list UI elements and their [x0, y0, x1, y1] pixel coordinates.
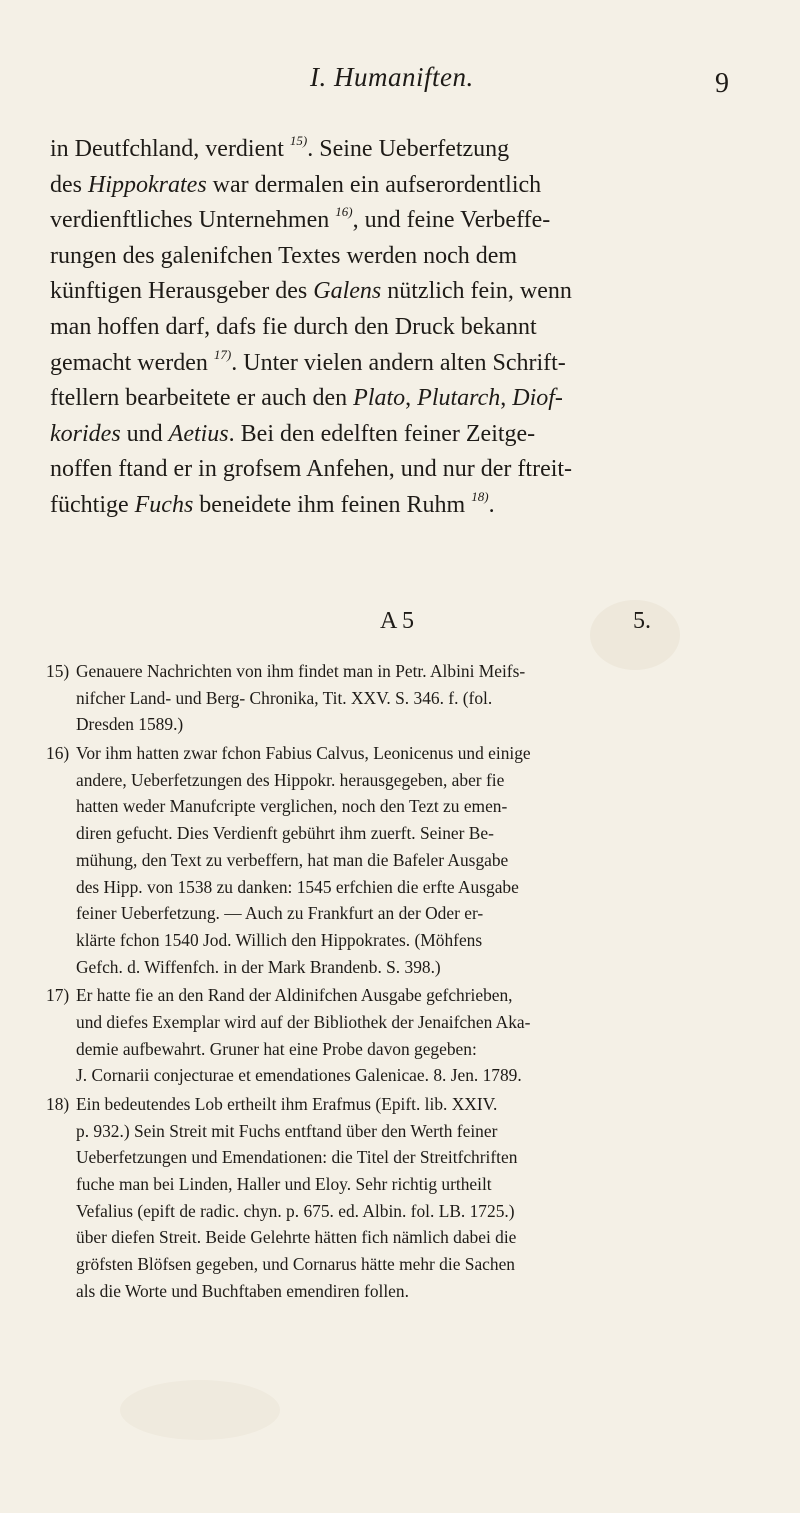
footnote-ref[interactable]: 16) — [335, 204, 353, 220]
footnote — [46, 740, 768, 980]
text-segment: war dermalen ein aufserordentlich — [206, 171, 542, 198]
footnote-line: klärte fchon 1540 Jod. Willich den Hippokrates. (Möhfens — [76, 929, 483, 950]
footnote-line: Genauere Nachrichten von ihm findet man in Petr. Albini Meifs- — [76, 661, 526, 681]
text-segment: des — [50, 171, 88, 198]
footnote-line: feiner Ueberfetzung. — Auch zu Frankfurt an der Oder er- — [76, 903, 484, 924]
name-galens: Galens — [313, 278, 382, 305]
text-segment: , — [500, 385, 513, 412]
text-segment: . Seine Ueberfetzung — [307, 136, 510, 162]
text-segment: nützlich fein, wenn — [381, 278, 572, 305]
paper-stain — [120, 1380, 280, 1440]
footnote-line: des Hipp. von 1538 zu danken: 1545 erfchien die erfte Ausgabe — [76, 876, 519, 897]
text-line — [50, 274, 762, 310]
text-line — [50, 346, 762, 382]
text-segment: , — [405, 385, 418, 412]
name-plutarch: Plutarch — [417, 385, 501, 412]
text-segment: . Bei den edelften feiner Zeitge- — [228, 420, 536, 447]
text-segment: . Unter vielen andern alten Schrift- — [231, 349, 566, 376]
main-text — [50, 132, 762, 524]
name-hippokrates: Hippokrates — [88, 171, 207, 198]
footnote-line: fuche man bei Linden, Haller und Eloy. Sehr richtig urtheilt — [76, 1174, 492, 1195]
footnote-number: 18) — [46, 1094, 70, 1114]
text-segment: füchtige — [50, 491, 135, 518]
text-line — [50, 488, 762, 524]
text-line — [50, 452, 762, 488]
footnote-line: andere, Ueberfetzungen des Hippokr. herausgegeben, aber fie — [76, 769, 505, 790]
footnote-line: J. Cornarii conjecturae et emendationes Galenicae. 8. Jen. 1789. — [76, 1065, 522, 1086]
signature-mark: A 5 — [380, 608, 415, 634]
footnote — [46, 982, 768, 1089]
footnote — [46, 658, 768, 738]
footnote-line: diren gefucht. Dies Verdienft gebührt ihm zuerft. Seiner Be- — [76, 823, 494, 844]
footnotes — [46, 658, 768, 1307]
signature-marks — [0, 608, 800, 642]
text-segment: man hoffen darf, dafs fie durch den Druck bekannt — [50, 313, 537, 340]
footnote-line: über diefen Streit. Beide Gelehrte hätten fich nämlich dabei die — [76, 1227, 517, 1248]
text-segment: und — [120, 420, 169, 447]
footnote-line: Ein bedeutendes Lob ertheilt ihm Erafmus (Epift. lib. XXIV. — [76, 1094, 498, 1114]
footnote-line: gröfsten Blöfsen gegeben, und Cornarus hätte mehr die Sachen — [76, 1254, 515, 1275]
text-line — [50, 417, 762, 453]
name-dioskorides-cont: korides — [50, 420, 121, 447]
text-segment: beneidete ihm feinen Ruhm — [193, 491, 472, 518]
footnote-line: als die Worte und Buchftaben emendiren follen. — [76, 1280, 409, 1301]
text-line — [50, 132, 762, 168]
footnote-line: nifcher Land- und Berg- Chronika, Tit. XXV. S. 346. f. (fol. — [76, 687, 493, 708]
catchword: 5. — [633, 608, 651, 634]
name-aetius: Aetius — [168, 420, 229, 447]
footnote-ref[interactable]: 18) — [471, 488, 489, 504]
footnote-number: 17) — [46, 985, 70, 1006]
text-line — [50, 239, 762, 275]
name-plato: Plato — [353, 385, 406, 412]
text-segment: noffen ftand er in grofsem Anfehen, und nur der ftreit- — [50, 456, 573, 483]
footnote-line: Vefalius (epift de radic. chyn. p. 675. ed. Albin. fol. LB. 1725.) — [76, 1200, 515, 1221]
text-segment: . — [488, 491, 495, 518]
footnote-number: 16) — [46, 743, 70, 764]
running-title: I. Humaniften. — [310, 62, 474, 92]
footnote-line: Ueberfetzungen und Emendationen: die Titel der Streitfchriften — [76, 1147, 518, 1168]
name-dioskorides: Diof- — [512, 385, 563, 412]
footnote-line: mühung, den Text zu verbeffern, hat man die Bafeler Ausgabe — [76, 849, 509, 870]
footnote-line: p. 932.) Sein Streit mit Fuchs entftand über den Werth feiner — [76, 1120, 498, 1141]
footnote — [46, 1091, 768, 1305]
running-head — [0, 62, 800, 102]
text-line — [50, 381, 762, 417]
footnote-line: Gefch. d. Wiffenfch. in der Mark Brandenb. S. 398.) — [76, 956, 441, 977]
text-line — [50, 168, 762, 204]
text-segment: verdienftliches Unternehmen — [50, 207, 336, 234]
page-number: 9 — [715, 68, 729, 99]
footnote-ref[interactable]: 15) — [289, 133, 308, 148]
text-segment: in Deutfchland, verdient — [50, 136, 290, 162]
footnote-line: Er hatte fie an den Rand der Aldinifchen Ausgabe gefchrieben, — [76, 985, 513, 1006]
text-line — [50, 203, 762, 239]
text-segment: ftellern bearbeitete er auch den — [50, 385, 354, 412]
footnote-number: 15) — [46, 661, 70, 681]
name-fuchs: Fuchs — [134, 491, 194, 518]
text-segment: gemacht werden — [50, 349, 214, 376]
footnote-line: und diefes Exemplar wird auf der Bibliothek der Jenaifchen Aka- — [76, 1011, 531, 1032]
footnote-ref[interactable]: 17) — [213, 346, 232, 362]
text-segment: künftigen Herausgeber des — [50, 278, 314, 305]
text-segment: rungen des galenifchen Textes werden noch dem — [50, 242, 518, 269]
footnote-line: Vor ihm hatten zwar fchon Fabius Calvus, Leonicenus und einige — [76, 743, 531, 764]
footnote-line: hatten weder Manufcripte verglichen, noch den Tezt zu emen- — [76, 796, 508, 817]
text-segment: , und feine Verbeffe- — [352, 207, 551, 234]
text-line — [50, 310, 762, 346]
footnote-line: Dresden 1589.) — [76, 714, 184, 735]
footnote-line: demie aufbewahrt. Gruner hat eine Probe davon gegeben: — [76, 1038, 477, 1059]
